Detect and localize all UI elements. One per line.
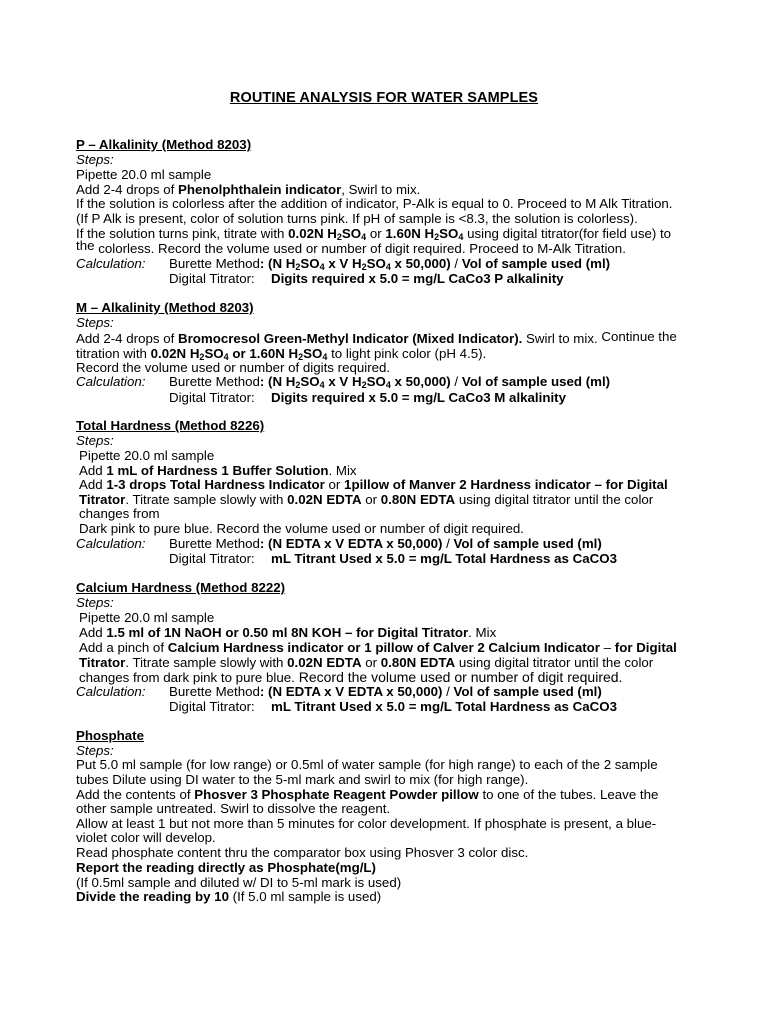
m-alkalinity-step-1: Add 2-4 drops of Bromocresol Green-Methyl Indicator (Mixed Indicator). Swirl to mix. Continue the: [76, 329, 677, 346]
p-alkalinity-burette-calculation: Calculation: Burette Method: (N $H_2SO_4$ x V $H_2SO_4$ x 50,000) / Vol of sample used (ml): [76, 256, 611, 272]
total-hardness-step-1: Pipette 20.0 ml sample: [79, 448, 215, 463]
phosphate-step-7: Read phosphate content thru the comparator box using Phosver 3 color disc.: [76, 845, 529, 860]
calcium-hardness-step-4: Titrator. Titrate sample slowly with 0.02N EDTA or 0.80N EDTA using digital titrator until the color: [79, 655, 654, 670]
m-alkalinity-burette-calculation: Calculation: Burette Method: (N $H_2SO_4$ x V $H_2SO_4$ x 50,000) / Vol of sample used (ml): [76, 374, 611, 390]
m-alkalinity-heading: M – Alkalinity (Method 8203): [76, 300, 254, 315]
p-alkalinity-step-5: If the solution turns pink, titrate with 0.02N $H_2SO_4$ or 1.60N $H_2SO_4$ using digital titrator(for field use) to: [76, 226, 672, 242]
p-alkalinity-step-3: If the solution is colorless after the addition of indicator, P-Alk is equal to 0. Proceed to M Alk Titration.: [76, 196, 673, 211]
phosphate-step-3: Add the contents of Phosver 3 Phosphate Reagent Powder pillow to one of the tubes. Leave the: [76, 787, 659, 802]
phosphate-step-9: (If 0.5ml sample and diluted w/ DI to 5-ml mark is used): [76, 875, 402, 890]
calcium-hardness-steps-label: Steps:: [76, 595, 114, 610]
p-alkalinity-step-4: (If P Alk is present, color of solution turns pink. If pH of sample is <8.3, the solution is colorless).: [76, 211, 638, 226]
p-alkalinity-digital-calculation: Digital Titrator: Digits required x 5.0 = mg/L CaCo3 P alkalinity: [169, 271, 564, 286]
m-alkalinity-digital-calculation: Digital Titrator: Digits required x 5.0 = mg/L CaCo3 M alkalinity: [169, 390, 566, 405]
phosphate-step-8: Report the reading directly as Phosphate(mg/L): [76, 860, 376, 875]
m-alkalinity-step-2: titration with 0.02N $H_2SO_4$ or 1.60N $H_2SO_4$ to light pink color (pH 4.5).: [76, 346, 487, 362]
p-alkalinity-step-6: the colorless. Record the volume used or number of digit required. Proceed to M-Alk Titration.: [76, 238, 626, 256]
total-hardness-step-6: Dark pink to pure blue. Record the volume used or number of digit required.: [79, 521, 524, 536]
total-hardness-steps-label: Steps:: [76, 433, 114, 448]
calcium-hardness-heading: Calcium Hardness (Method 8222): [76, 580, 286, 595]
phosphate-step-2: tubes Dilute using DI water to the 5-ml mark and swirl to mix (for high range).: [76, 772, 529, 787]
total-hardness-step-5: changes from: [79, 506, 160, 521]
total-hardness-step-3: Add 1-3 drops Total Hardness Indicator or 1pillow of Manver 2 Hardness indicator – for Digital: [79, 477, 668, 492]
calcium-hardness-step-2: Add 1.5 ml of 1N NaOH or 0.50 ml 8N KOH – for Digital Titrator. Mix: [79, 625, 497, 640]
calcium-hardness-step-1: Pipette 20.0 ml sample: [79, 610, 215, 625]
m-alkalinity-steps-label: Steps:: [76, 315, 114, 330]
p-alkalinity-heading: P – Alkalinity (Method 8203): [76, 137, 252, 152]
calcium-hardness-step-5: changes from dark pink to pure blue. Record the volume used or number of digit required.: [79, 669, 623, 685]
total-hardness-step-2: Add 1 mL of Hardness 1 Buffer Solution. Mix: [79, 463, 357, 478]
phosphate-step-1: Put 5.0 ml sample (for low range) or 0.5ml of water sample (for high range) to each of the 2 sample: [76, 757, 658, 772]
page-title: ROUTINE ANALYSIS FOR WATER SAMPLES: [229, 90, 539, 106]
phosphate-steps-label: Steps:: [76, 743, 114, 758]
calcium-hardness-burette-calculation: Calculation: Burette Method: (N EDTA x V EDTA x 50,000) / Vol of sample used (ml): [76, 684, 602, 699]
phosphate-step-6: violet color will develop.: [76, 830, 216, 845]
p-alkalinity-step-1: Pipette 20.0 ml sample: [76, 167, 212, 182]
phosphate-step-4: other sample untreated. Swirl to dissolve the reagent.: [76, 801, 391, 816]
calcium-hardness-step-3: Add a pinch of Calcium Hardness indicator or 1 pillow of Calver 2 Calcium Indicator – for Digital: [79, 640, 677, 655]
m-alkalinity-step-3: Record the volume used or number of digits required.: [76, 360, 391, 375]
total-hardness-step-4: Titrator. Titrate sample slowly with 0.02N EDTA or 0.80N EDTA using digital titrator until the color: [79, 492, 654, 507]
p-alkalinity-step-2: Add 2-4 drops of Phenolphthalein indicator, Swirl to mix.: [76, 182, 421, 197]
calcium-hardness-digital-calculation: Digital Titrator: mL Titrant Used x 5.0 = mg/L Total Hardness as CaCO3: [169, 699, 617, 714]
phosphate-step-10: Divide the reading by 10 (If 5.0 ml sample is used): [76, 889, 382, 904]
p-alkalinity-steps-label: Steps:: [76, 152, 114, 167]
total-hardness-burette-calculation: Calculation: Burette Method: (N EDTA x V EDTA x 50,000) / Vol of sample used (ml): [76, 536, 602, 551]
phosphate-heading: Phosphate: [76, 728, 144, 743]
total-hardness-heading: Total Hardness (Method 8226): [76, 418, 265, 433]
phosphate-step-5: Allow at least 1 but not more than 5 minutes for color development. If phosphate is present, a blue-: [76, 816, 657, 831]
total-hardness-digital-calculation: Digital Titrator: mL Titrant Used x 5.0 = mg/L Total Hardness as CaCO3: [169, 551, 617, 566]
